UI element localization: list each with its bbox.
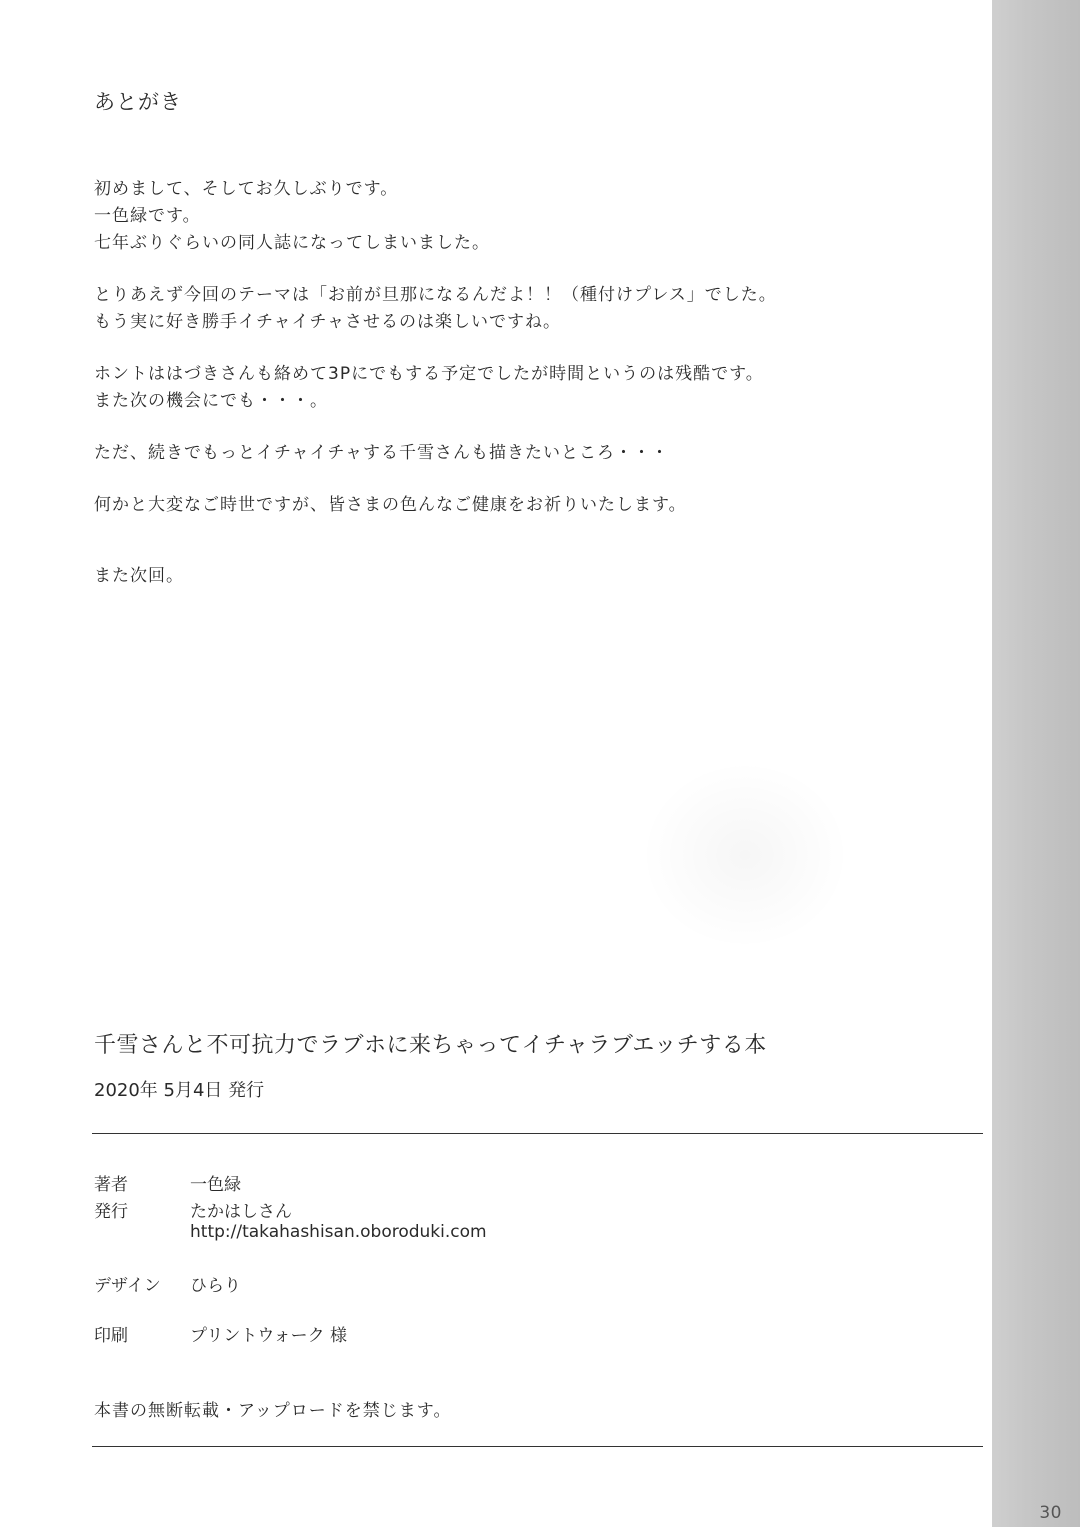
credit-value: 一色緑 bbox=[190, 1175, 241, 1195]
scan-smudge bbox=[640, 760, 850, 950]
copyright-notice: 本書の無断転載・アップロードを禁じます。 bbox=[94, 1401, 452, 1421]
afterword-line: 何かと大変なご時世ですが、皆さまの色んなご健康をお祈りいたします。 bbox=[94, 495, 687, 515]
colophon-top-rule bbox=[92, 1133, 983, 1134]
afterword-line: また次回。 bbox=[94, 566, 184, 586]
page-edge-strip bbox=[992, 0, 1080, 1527]
afterword-line: もう実に好き勝手イチャイチャさせるのは楽しいですね。 bbox=[94, 312, 561, 332]
credit-label: デザイン bbox=[94, 1276, 161, 1296]
colophon-bottom-rule bbox=[92, 1446, 983, 1447]
afterword-paragraph bbox=[94, 176, 874, 257]
afterword-paragraph bbox=[94, 563, 874, 590]
afterword-paragraph bbox=[94, 440, 874, 467]
credit-label: 発行 bbox=[94, 1202, 128, 1222]
afterword-line: 七年ぶりぐらいの同人誌になってしまいました。 bbox=[94, 233, 490, 253]
afterword-line: 一色緑です。 bbox=[94, 206, 201, 226]
credit-value: ひらり bbox=[190, 1276, 241, 1296]
afterword-line: また次の機会にでも・・・。 bbox=[94, 391, 328, 411]
afterword-body bbox=[94, 176, 874, 590]
afterword-heading: あとがき bbox=[94, 90, 182, 114]
afterword-line: ホントははづきさんも絡めて3Pにでもする予定でしたが時間というのは残酷です。 bbox=[94, 364, 764, 384]
afterword-line: とりあえず今回のテーマは「お前が旦那になるんだよ！！（種付けプレス」でした。 bbox=[94, 285, 777, 305]
credit-label: 著者 bbox=[94, 1175, 128, 1195]
afterword-paragraph bbox=[94, 282, 874, 336]
afterword-line: 初めまして、そしてお久しぶりです。 bbox=[94, 179, 399, 199]
page-number: 30 bbox=[1039, 1503, 1062, 1523]
afterword-paragraph bbox=[94, 361, 874, 415]
credit-value: たかはしさん bbox=[190, 1202, 292, 1222]
afterword-line: ただ、続きでもっとイチャイチャする千雪さんも描きたいところ・・・ bbox=[94, 443, 669, 463]
credit-label: 印刷 bbox=[94, 1326, 128, 1346]
publisher-url: http://takahashisan.oboroduki.com bbox=[190, 1222, 487, 1242]
afterword-paragraph bbox=[94, 492, 874, 519]
credit-value: プリントウォーク 様 bbox=[190, 1326, 348, 1346]
book-title: 千雪さんと不可抗力でラブホに来ちゃってイチャラブエッチする本 bbox=[94, 1033, 767, 1058]
publication-date: 2020年 5月4日 発行 bbox=[94, 1080, 265, 1101]
